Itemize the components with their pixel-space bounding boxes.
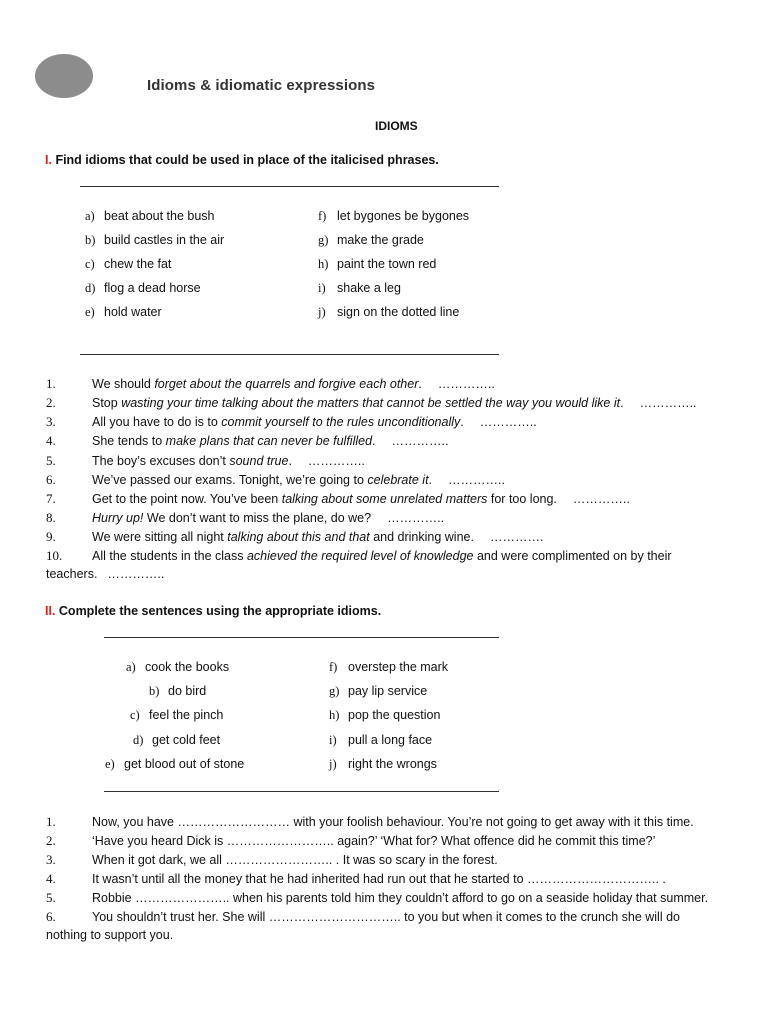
sentence-number: 8. bbox=[46, 510, 56, 525]
sentence-text bbox=[92, 492, 630, 506]
part2-instruction bbox=[45, 604, 381, 618]
sentence-text bbox=[92, 415, 537, 429]
sentence-text bbox=[92, 377, 495, 391]
answer-blank: ………….. bbox=[437, 377, 495, 391]
part1-left-option bbox=[85, 233, 224, 248]
italic-phrase: commit yourself to the rules unconditionally bbox=[221, 415, 461, 429]
part2-instruction-text: Complete the sentences using the appropriate idioms. bbox=[58, 604, 382, 618]
option-text: beat about the bush bbox=[104, 209, 215, 223]
part2-right-option bbox=[329, 708, 440, 723]
option-text: pay lip service bbox=[348, 684, 428, 698]
sentence-part: All you have to do is to bbox=[92, 415, 222, 429]
sentence-number: 6. bbox=[46, 909, 56, 924]
sentence-text bbox=[92, 396, 697, 410]
sentence-number: 4. bbox=[46, 871, 56, 886]
option-text: right the wrongs bbox=[348, 757, 437, 771]
sentence-number: 3. bbox=[46, 852, 56, 867]
option-letter: g) bbox=[318, 233, 329, 247]
option-text: cook the books bbox=[145, 660, 230, 674]
sentence-text bbox=[92, 434, 448, 448]
sentence-part: Get to the point now. You’ve been bbox=[92, 492, 282, 506]
sentence-part: for too long. bbox=[487, 492, 557, 506]
sentence-part: and were complimented on by their bbox=[473, 549, 672, 563]
answer-blank: ………….. bbox=[307, 454, 365, 468]
option-text: make the grade bbox=[337, 233, 424, 247]
sentence-text bbox=[92, 549, 672, 563]
sentence-part: We should bbox=[92, 377, 155, 391]
part1-left-option bbox=[85, 209, 215, 224]
sentence-part: . bbox=[372, 434, 376, 448]
part1-left-option bbox=[85, 281, 201, 296]
sentence-text: ‘Have you heard Dick is …………………….. again?’ ‘What for? What offence did he commit this time?’ bbox=[92, 834, 656, 848]
option-letter: c) bbox=[130, 708, 140, 722]
option-letter: e) bbox=[105, 757, 115, 771]
part2-left-option bbox=[105, 757, 244, 772]
sentence-part: The boy’s excuses don’t bbox=[92, 454, 230, 468]
option-text: get cold feet bbox=[152, 733, 221, 747]
answer-blank: ………….. bbox=[639, 396, 697, 410]
part1-right-option bbox=[318, 209, 469, 224]
option-letter: d) bbox=[133, 733, 144, 747]
sentence-part: We don’t want to miss the plane, do we? bbox=[143, 511, 372, 525]
option-text: do bird bbox=[168, 684, 207, 698]
option-text: sign on the dotted line bbox=[337, 305, 460, 319]
option-letter: h) bbox=[318, 257, 329, 271]
part1-left-option bbox=[85, 257, 171, 272]
answer-blank: ………….. bbox=[448, 473, 505, 487]
sentence-part: All the students in the class bbox=[92, 549, 247, 563]
option-letter: a) bbox=[85, 209, 95, 223]
option-text: let bygones be bygones bbox=[337, 209, 470, 223]
sentence-number: 10. bbox=[46, 548, 63, 563]
option-letter: j) bbox=[318, 305, 326, 319]
italic-phrase: talking about some unrelated matters bbox=[281, 492, 488, 506]
part2-right-option bbox=[329, 757, 437, 772]
italic-phrase: forget about the quarrels and forgive each other bbox=[154, 377, 419, 391]
sentence-number: 5. bbox=[46, 890, 56, 905]
option-letter: b) bbox=[85, 233, 96, 247]
part2-left-option bbox=[130, 708, 223, 723]
answer-blank: ………….. bbox=[107, 567, 165, 581]
option-letter: h) bbox=[329, 708, 340, 722]
answer-blank: ………….. bbox=[391, 434, 449, 448]
sentence-number: 1. bbox=[46, 814, 56, 829]
sentence-part: . bbox=[418, 377, 422, 391]
sentence-part: . bbox=[288, 454, 292, 468]
option-text: pop the question bbox=[348, 708, 441, 722]
sentence-continuation bbox=[46, 567, 164, 581]
sentence-part: and drinking wine. bbox=[369, 530, 474, 544]
sentence-part: She tends to bbox=[92, 434, 166, 448]
italic-phrase: make plans that can never be fulfilled bbox=[165, 434, 373, 448]
option-letter: f) bbox=[329, 660, 338, 674]
part1-right-option bbox=[318, 281, 401, 296]
option-letter: c) bbox=[85, 257, 95, 271]
option-text: hold water bbox=[104, 305, 162, 319]
sentence-text bbox=[92, 473, 505, 487]
sentence-number: 4. bbox=[46, 433, 56, 448]
answer-blank: …………. bbox=[489, 530, 544, 544]
sentence-part: Stop bbox=[92, 396, 122, 410]
sentence-continuation: nothing to support you. bbox=[46, 928, 174, 942]
answer-blank: ………….. bbox=[387, 511, 445, 525]
option-letter: f) bbox=[318, 209, 327, 223]
part2-left-option bbox=[149, 684, 206, 699]
sentence-text: Robbie ………………….. when his parents told him they couldn’t afford to go on a seaside holiday that summer. bbox=[92, 891, 709, 905]
option-text: overstep the mark bbox=[348, 660, 449, 674]
part1-right-option bbox=[318, 257, 436, 272]
divider bbox=[104, 637, 499, 638]
answer-blank: ………….. bbox=[479, 415, 537, 429]
italic-phrase: Hurry up! bbox=[92, 511, 144, 525]
part2-right-option bbox=[329, 684, 427, 699]
logo-oval bbox=[35, 54, 93, 98]
option-text: get blood out of stone bbox=[124, 757, 245, 771]
sentence-number: 1. bbox=[46, 376, 56, 391]
sentence-text bbox=[92, 454, 365, 468]
sentence-number: 2. bbox=[46, 833, 56, 848]
italic-phrase: sound true bbox=[229, 454, 289, 468]
sentence-text: Now, you have ……………………… with your foolish behaviour. You’re not going to get away with it this time. bbox=[92, 815, 694, 829]
sentence-text: You shouldn’t trust her. She will ………………………….. to you but when it comes to the crunch she will do bbox=[92, 910, 680, 924]
option-letter: a) bbox=[126, 660, 136, 674]
part1-instruction-text: Find idioms that could be used in place of the italicised phrases. bbox=[55, 153, 439, 167]
option-text: feel the pinch bbox=[149, 708, 224, 722]
sentence-number: 2. bbox=[46, 395, 56, 410]
part2-right-option bbox=[329, 733, 432, 748]
part1-right-option bbox=[318, 305, 459, 320]
divider bbox=[80, 186, 499, 187]
option-text: pull a long face bbox=[348, 733, 433, 747]
sentence-number: 5. bbox=[46, 453, 56, 468]
option-text: flog a dead horse bbox=[104, 281, 201, 295]
part2-left-option bbox=[133, 733, 220, 748]
option-text: shake a leg bbox=[337, 281, 401, 295]
sentence-text bbox=[92, 511, 444, 525]
option-letter: i) bbox=[318, 281, 326, 295]
option-letter: e) bbox=[85, 305, 95, 319]
option-text: chew the fat bbox=[104, 257, 172, 271]
answer-blank: ………….. bbox=[572, 492, 630, 506]
section-title: IDIOMS bbox=[375, 119, 418, 133]
part2-left-option bbox=[126, 660, 229, 675]
sentence-part: . bbox=[460, 415, 464, 429]
sentence-text: When it got dark, we all …………………….. . It was so scary in the forest. bbox=[92, 853, 498, 867]
document-title: Idioms & idiomatic expressions bbox=[147, 77, 376, 94]
option-letter: g) bbox=[329, 684, 340, 698]
sentence-part: . bbox=[428, 473, 433, 487]
option-letter: j) bbox=[329, 757, 337, 771]
sentence-number: 3. bbox=[46, 414, 56, 429]
option-letter: i) bbox=[329, 733, 337, 747]
italic-phrase: wasting your time talking about the matters that cannot be settled the way you would like it bbox=[121, 396, 621, 410]
sentence-part: teachers. bbox=[46, 567, 98, 581]
part1-roman: I. bbox=[45, 153, 52, 167]
sentence-text: It wasn’t until all the money that he had inherited had run out that he started to ………………………….. . bbox=[92, 872, 666, 886]
sentence-number: 9. bbox=[46, 529, 56, 544]
sentence-part: . bbox=[620, 396, 624, 410]
italic-phrase: achieved the required level of knowledge bbox=[246, 549, 474, 563]
sentence-part: We’ve passed our exams. Tonight, we’re going to bbox=[92, 473, 368, 487]
italic-phrase: talking about this and that bbox=[227, 530, 370, 544]
sentence-number: 6. bbox=[46, 472, 56, 487]
part2-roman: II. bbox=[45, 604, 56, 618]
divider bbox=[80, 354, 499, 355]
sentence-text bbox=[92, 530, 543, 544]
sentence-number: 7. bbox=[46, 491, 56, 506]
part1-left-option bbox=[85, 305, 162, 320]
divider bbox=[104, 791, 499, 792]
part1-right-option bbox=[318, 233, 424, 248]
part2-right-option bbox=[329, 660, 448, 675]
part1-instruction bbox=[45, 153, 439, 167]
option-text: build castles in the air bbox=[104, 233, 225, 247]
sentence-part: We were sitting all night bbox=[92, 530, 228, 544]
option-letter: b) bbox=[149, 684, 160, 698]
italic-phrase: celebrate it bbox=[367, 473, 429, 487]
option-text: paint the town red bbox=[337, 257, 437, 271]
option-letter: d) bbox=[85, 281, 96, 295]
